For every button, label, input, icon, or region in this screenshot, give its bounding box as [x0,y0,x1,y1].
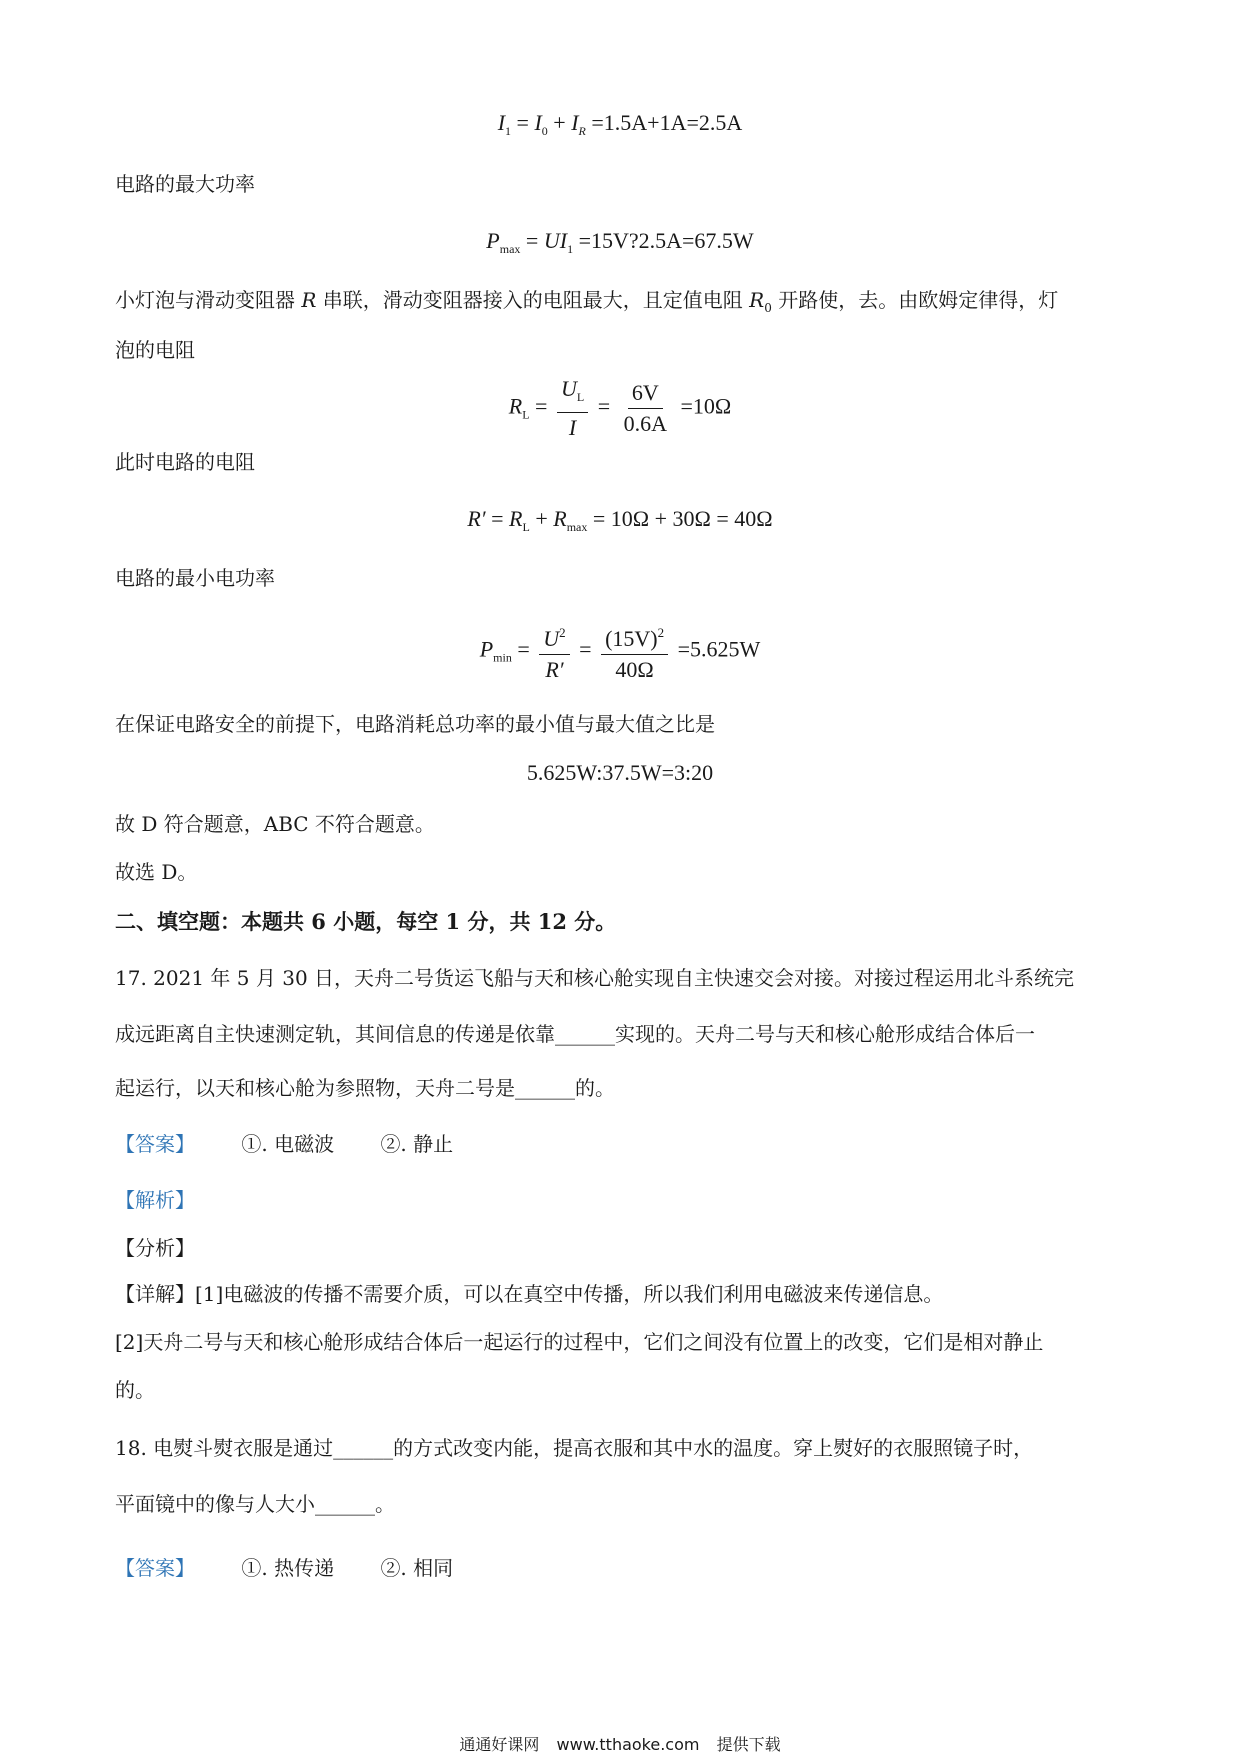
equation-total-current [0,110,1240,139]
eq-var: I [571,110,579,135]
eq-sub: L [576,390,585,404]
eq-var: R [509,506,523,531]
fraction [601,620,668,683]
inline-var: R [749,288,765,312]
footer-url[interactable]: www.tthaoke.com [556,1735,700,1754]
eq-op: + [553,110,572,135]
eq-sub: 0 [541,124,548,138]
eq-op: = [535,393,553,419]
text-segment: 小灯泡与滑动变阻器 [115,288,295,312]
text-conclusion: 故 D 符合题意，ABC 不符合题意。 [115,812,435,836]
equation-max-power [0,228,1240,257]
equation-ratio: 5.625W:37.5W=3:20 [526,760,714,785]
text-lamp-resistance: 泡的电阻 [115,338,195,362]
page-footer [0,1732,1240,1755]
eq-var: U [543,626,560,651]
eq-op: = [597,393,611,419]
eq-rhs: =10Ω [680,393,732,419]
fraction [557,376,588,441]
eq-rhs: =5.625W [677,636,761,662]
text-max-power: 电路的最大功率 [115,172,255,196]
inline-sub: 0 [764,301,772,315]
q17-line2: 成远距离自主快速测定轨，其间信息的传递是依靠______实现的。天舟二号与天和核心舱形成结合体后一 [115,1022,1035,1046]
q17-detail2b: 的。 [115,1378,155,1402]
answer-label: 【答案】 [115,1556,195,1580]
fraction [539,620,569,683]
q18-line2: 平面镜中的像与人大小______。 [115,1492,395,1516]
eq-var: I [568,415,577,440]
q17-detail1: 【详解】[1]电磁波的传播不需要介质，可以在真空中传播，所以我们利用电磁波来传递信息。 [115,1282,944,1306]
eq-var: R′ [545,657,564,682]
q17-detail2a: [2]天舟二号与天和核心舱形成结合体后一起运行的过程中，它们之间没有位置上的改变，它们是相对静止 [115,1330,1044,1354]
eq-var: U [560,376,577,401]
answer-label: 【答案】 [115,1132,195,1156]
text-min-power: 电路的最小电功率 [115,566,275,590]
q17-line3: 起运行，以天和核心舱为参照物，天舟二号是______的。 [115,1076,615,1100]
eq-var: P [486,228,500,253]
frac-num: 6V [628,380,663,409]
q17-answer [115,1132,453,1156]
footer-suffix: 提供下载 [716,1735,781,1754]
eq-sub: max [499,242,521,256]
equation-min-power [0,620,1240,683]
section-heading: 二、填空题：本题共 6 小题，每空 1 分，共 12 分。 [115,909,617,934]
eq-var: I [497,110,506,135]
eq-sub: min [493,650,512,665]
eq-sub: R [578,124,586,138]
q18-answer [115,1556,453,1580]
eq-rhs: =1.5A+1A=2.5A [591,110,743,135]
eq-sub: max [566,520,588,534]
text-ratio-intro: 在保证电路安全的前提下，电路消耗总功率的最小值与最大值之比是 [115,712,715,736]
answer-item: ①. 电磁波 [241,1132,335,1156]
text-circuit-resistance: 此时电路的电阻 [115,450,255,474]
answer-item: ②. 静止 [380,1132,454,1156]
q17-analysis-label: 【解析】 [115,1188,195,1212]
answer-item: ①. 热传递 [241,1556,335,1580]
eq-op: = [525,228,544,253]
text-choice: 故选 D。 [115,860,198,884]
eq-var: R′ [467,506,486,531]
eq-sub: 1 [567,242,574,256]
eq-rhs: =15V?2.5A=67.5W [578,228,754,253]
frac-den: 40Ω [615,657,654,682]
eq-op: + [535,506,554,531]
fraction [620,380,671,437]
eq-sup: 2 [657,625,665,640]
q17-line1: 17. 2021 年 5 月 30 日，天舟二号货运飞船与天和核心舱实现自主快速交会对接。对接过程运用北斗系统完 [115,966,1075,990]
equation-lamp-resistance [0,376,1240,441]
eq-op: = [516,110,535,135]
text-segment: 开路使，去。由欧姆定律得，灯 [778,288,1059,312]
eq-var: I [534,110,542,135]
eq-op: = [579,636,592,662]
eq-op: = [491,506,510,531]
frac-num: (15V) [605,626,658,651]
eq-sub: L [522,407,530,422]
inline-var: R [301,288,317,312]
answer-item: ②. 相同 [380,1556,454,1580]
eq-var: R [508,393,523,419]
eq-sub: L [522,520,530,534]
frac-den: 0.6A [623,411,667,436]
eq-sup: 2 [559,625,566,640]
text-segment: 串联，滑动变阻器接入的电阻最大，且定值电阻 [322,288,743,312]
footer-site-name: 通通好课网 [459,1735,540,1754]
eq-sub: 1 [505,124,512,138]
eq-var: R [553,506,567,531]
eq-var: UI [543,228,568,253]
q18-line1: 18. 电熨斗熨衣服是通过______的方式改变内能，提高衣服和其中水的温度。穿上熨好的衣服照镜子时， [115,1436,1034,1460]
eq-var: P [479,636,494,662]
eq-rhs: = 10Ω + 30Ω = 40Ω [592,506,773,531]
eq-op: = [517,636,536,662]
q17-fenxi: 【分析】 [115,1236,195,1260]
text-lamp-series [115,288,1058,320]
equation-circuit-resistance [0,506,1240,535]
